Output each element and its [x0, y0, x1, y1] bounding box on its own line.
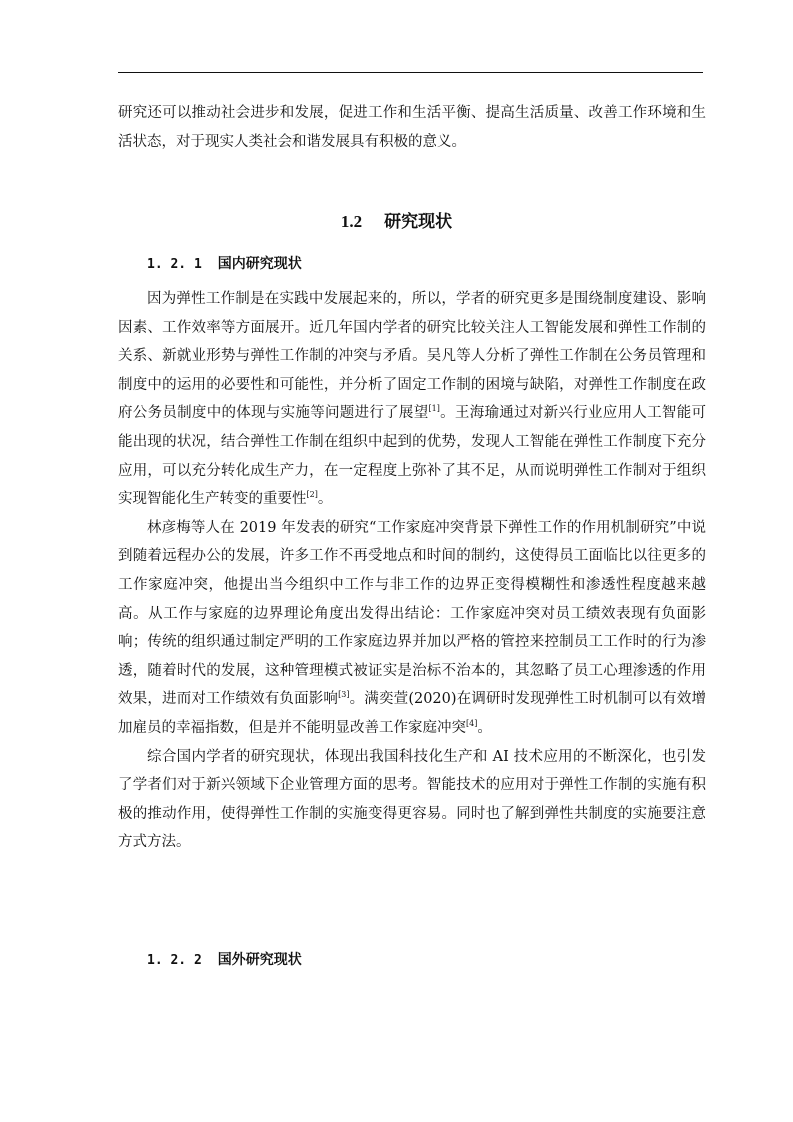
intro-block [118, 99, 706, 156]
paragraph-domestic-summary: 综合国内学者的研究现状，体现出我国科技化生产和 AI 技术应用的不断深化，也引发了学者们对于新兴领域下企业管理方面的思考。智能技术的应用对于弹性工作制的实施有积极的推动作用，使得弹性工作制的实施变得更容易。同时也了解到弹性共制度的实施要注意方式方法。 [118, 748, 706, 851]
subsection-number: 1. 2. 2 [147, 953, 202, 968]
paragraph-domestic-1 [118, 285, 706, 514]
text-run: 。 [317, 491, 333, 508]
subsection-heading-domestic [147, 253, 302, 273]
domestic-research-block [118, 285, 706, 857]
text-run: 。 [477, 719, 492, 736]
intro-paragraph: 研究还可以推动社会进步和发展，促进工作和生活平衡、提高生活质量、改善工作环境和生活状态，对于现实人类社会和谐发展具有积极的意义。 [118, 105, 706, 150]
section-heading [0, 207, 793, 232]
text-run: 。王海瑜通过对新兴行业应用人工智能可能出现的状况，结合弹性工作制在组织中起到的优势，发现人工智能在弹性工作制度下充分应用，可以充分转化成生产力，在一定程度上弥补了其不足，从而说明弹性工作制对于组织实现智能化生产转变的重要性 [118, 405, 707, 508]
subsection-number: 1. 2. 1 [147, 257, 202, 272]
citation-ref-3: [3] [338, 690, 350, 700]
citation-ref-4: [4] [466, 719, 478, 729]
section-number: 1.2 [340, 212, 363, 231]
section-title: 研究现状 [384, 212, 453, 232]
subsection-title: 国内研究现状 [217, 256, 302, 272]
header-rule [118, 72, 703, 73]
citation-ref-1: [1] [428, 404, 440, 414]
subsection-title: 国外研究现状 [217, 952, 302, 968]
text-run: 因为弹性工作制是在实践中发展起来的，所以，学者的研究更多是围绕制度建设、影响因素、工作效率等方面展开。近几年国内学者的研究比较关注人工智能发展和弹性工作制的关系、新就业形势与弹性工作制的冲突与矛盾。吴凡等人分析了弹性工作制在公务员管理和制度中的运用的必要性和可能性，并分析了固定工作制的困境与缺陷，对弹性工作制度在政府公务员制度中的体现与实施等问题进行了展望 [118, 291, 706, 422]
citation-ref-2: [2] [306, 490, 318, 500]
subsection-heading-foreign [147, 949, 302, 969]
paragraph-domestic-2 [118, 514, 706, 743]
text-run: 。满奕萱(2020)在调研时发现弹性工时机制可以有效增加雇员的幸福指数，但是并不能明显改善工作家庭冲突 [118, 691, 706, 736]
text-run: 林彦梅等人在 2019 年发表的研究“工作家庭冲突背景下弹性工作的作用机制研究”中说到随着远程办公的发展，许多工作不再受地点和时间的制约，这使得员工面临比以往更多的工作家庭冲突，他提出当今组织中工作与非工作的边界正变得模糊性和渗透性程度越来越高。从工作与家庭的边界理论角度出发得出结论：工作家庭冲突对员工绩效表现有负面影响；传统的组织通过制定严明的工作家庭边界并加以严格的管控来控制员工工作时的行为渗透，随着时代的发展，这种管理模式被证实是治标不治本的，其忽略了员工心理渗透的作用效果，进而对工作绩效有负面影响 [118, 519, 706, 708]
